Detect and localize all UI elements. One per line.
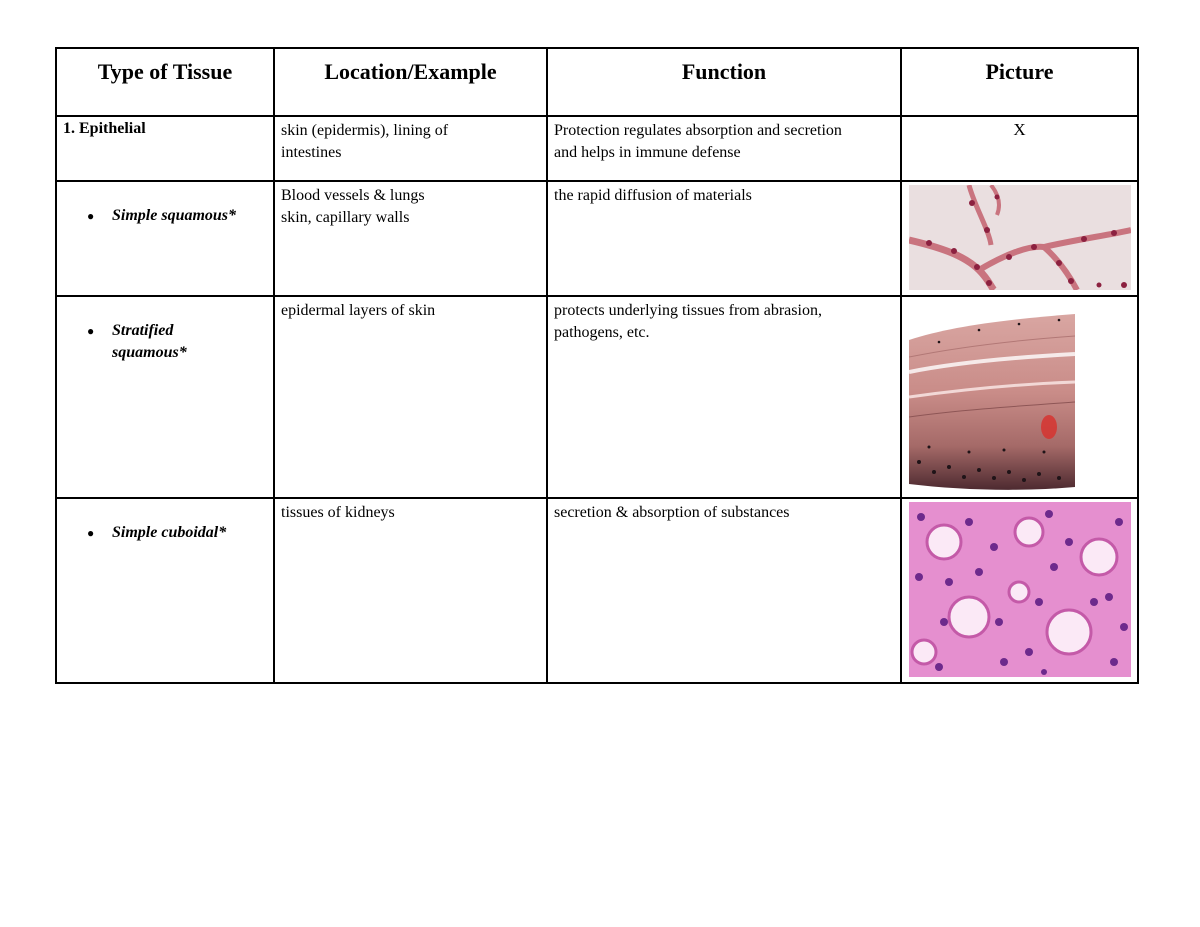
header-location-text: Location/Example	[324, 59, 497, 84]
function-line: secretion & absorption of substances	[554, 504, 790, 521]
location-line: intestines	[281, 144, 342, 161]
cell-picture	[901, 181, 1138, 296]
table-row	[56, 296, 1138, 498]
cell-picture	[901, 498, 1138, 683]
bullet-icon: ●	[87, 324, 95, 338]
header-type	[56, 48, 274, 116]
tissue-table	[55, 47, 1139, 684]
location-line: epidermal layers of skin	[281, 302, 436, 319]
location-line: skin, capillary walls	[281, 209, 410, 226]
cell-picture	[901, 296, 1138, 498]
header-picture-text: Picture	[985, 59, 1054, 84]
table-row	[56, 498, 1138, 683]
bullet-icon: ●	[87, 526, 95, 540]
cell-location	[274, 498, 547, 683]
function-line: Protection regulates absorption and secretion	[554, 122, 842, 139]
bullet-icon: ●	[87, 209, 95, 223]
header-function-text: Function	[681, 59, 767, 84]
header-picture	[901, 48, 1138, 116]
stratified-squamous-micrograph	[909, 302, 1075, 492]
tissue-type-label: Simple squamous*	[112, 207, 237, 224]
function-line: the rapid diffusion of materials	[554, 187, 752, 204]
cell-location	[274, 116, 547, 181]
header-type-text: Type of Tissue	[97, 59, 233, 84]
cell-type	[56, 116, 274, 181]
cell-picture	[901, 116, 1138, 181]
location-line: tissues of kidneys	[281, 504, 395, 521]
tissue-type-label: Simple cuboidal*	[112, 524, 227, 541]
tissue-type-label: Stratified	[112, 322, 174, 339]
function-line: protects underlying tissues from abrasion,	[554, 302, 822, 319]
simple-cuboidal-micrograph	[909, 502, 1131, 677]
tissue-type-label: squamous*	[112, 344, 187, 361]
function-line: pathogens, etc.	[554, 324, 650, 341]
table-row	[56, 116, 1138, 181]
location-line: skin (epidermis), lining of	[281, 122, 449, 139]
header-function	[547, 48, 901, 116]
cell-function	[547, 498, 901, 683]
picture-placeholder: X	[1013, 120, 1026, 139]
table-header-row	[56, 48, 1138, 116]
function-line: and helps in immune defense	[554, 144, 741, 161]
tissue-type-label: 1. Epithelial	[63, 120, 146, 137]
cell-function	[547, 181, 901, 296]
cell-location	[274, 181, 547, 296]
table-row	[56, 181, 1138, 296]
cell-type	[56, 296, 274, 498]
simple-squamous-micrograph	[909, 185, 1131, 290]
cell-function	[547, 296, 901, 498]
cell-type	[56, 181, 274, 296]
cell-function	[547, 116, 901, 181]
header-location	[274, 48, 547, 116]
location-line: Blood vessels & lungs	[281, 187, 425, 204]
cell-location	[274, 296, 547, 498]
cell-type	[56, 498, 274, 683]
